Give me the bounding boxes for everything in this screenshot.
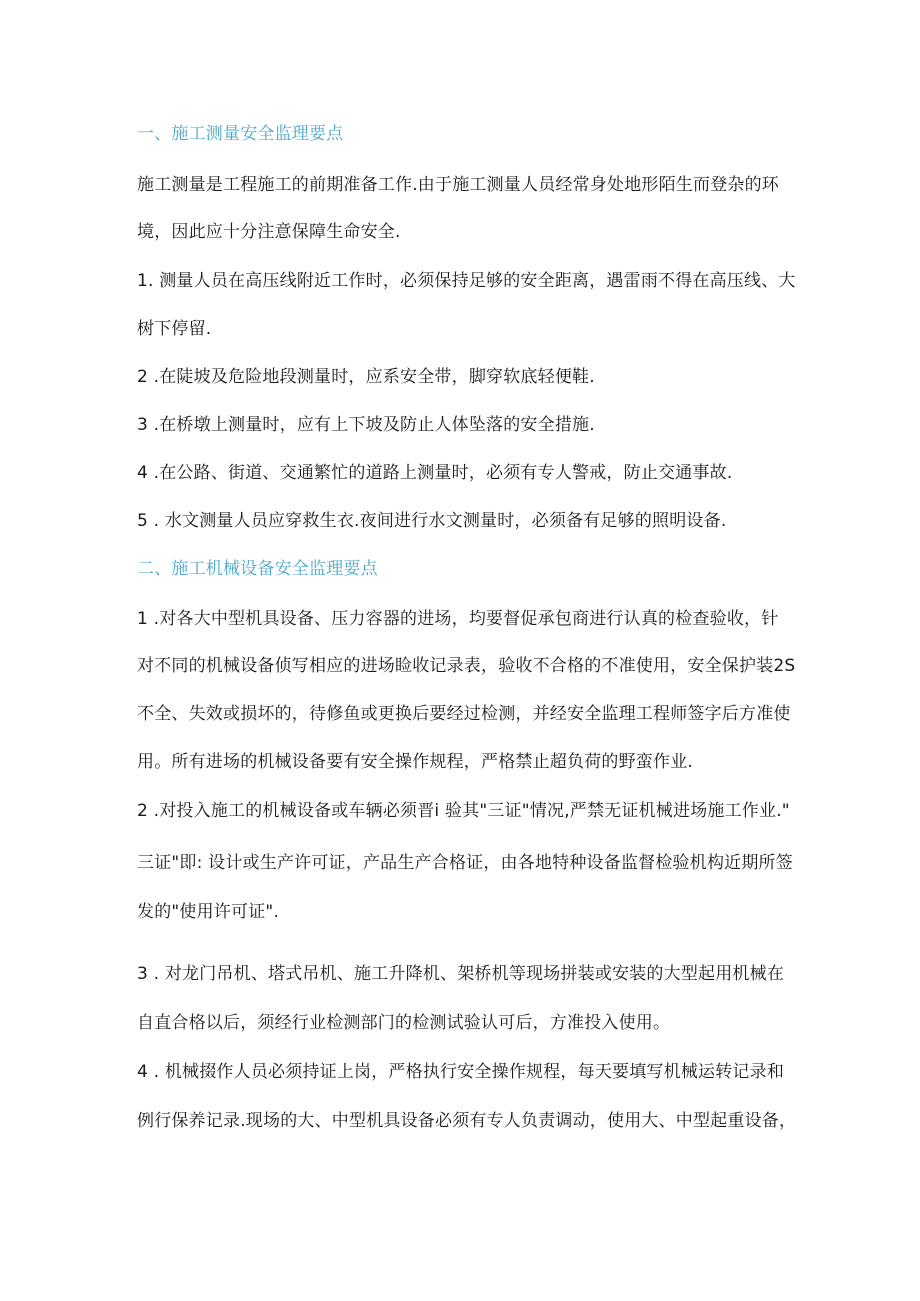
list-item-line: 树下停留.	[137, 319, 212, 339]
list-item-line: 例行保养记录.现场的大、中型机具设备必须有专人负责调动，使用大、中型起重设备，	[137, 1111, 797, 1131]
section-heading-1: 一、施工测量安全监理要点	[137, 124, 344, 144]
list-item-line: 三证"即: 设计或生产许可证，产品生产合格证，由各地特种设备监督检验机构近期所签	[137, 853, 793, 873]
list-item-line: 3 .在桥墩上测量时，应有上下坡及防止人体坠落的安全措施.	[137, 415, 595, 435]
list-item-line: 5 . 水文测量人员应穿救生衣.夜间进行水文测量时，必须备有足够的照明设备.	[137, 511, 727, 531]
list-item-line: 不全、失效或损坏的，待修鱼或更换后要经过检测，并经安全监理工程师签字后方准使	[137, 704, 791, 724]
list-item-line: 用。所有进场的机械设备要有安全操作规程，严格禁止超负荷的野蛮作业.	[137, 752, 694, 772]
list-item-line: 对不同的机械设备侦写相应的进场睑收记录表，验收不合格的不准使用，安全保护装2S	[137, 656, 796, 676]
section-heading-2: 二、施工机械设备安全监理要点	[137, 559, 378, 579]
list-item-line: 发的"使用许可证".	[137, 902, 280, 922]
list-item-line: 自直合格以后，须经行业检测部门的检测试验认可后，方准投入使用。	[137, 1013, 671, 1033]
list-item-line: 1 .对各大中型机具设备、压力容器的进场，均要督促承包商进行认真的检查验收，针	[137, 609, 779, 629]
list-item-line: 2 .在陡坡及危险地段测量时，应系安全带，脚穿软底轻便鞋.	[137, 367, 595, 387]
paragraph-line: 施工测量是工程施工的前期准备工作.由于施工测量人员经常身处地形陌生而登杂的环	[137, 175, 780, 195]
list-item-line: 1. 测量人员在高压线附近工作时，必须保持足够的安全距离，遇雷雨不得在高压线、大	[137, 271, 796, 291]
list-item-line: 4 .在公路、街道、交通繁忙的道路上测量时，必须有专人警戒，防止交通事故.	[137, 463, 733, 483]
list-item-line: 3 . 对龙门吊机、塔式吊机、施工升降机、架桥机等现场拼装或安装的大型起用机械在	[137, 964, 785, 984]
paragraph-line: 境，因此应十分注意保障生命安全.	[137, 222, 401, 242]
list-item-line: 2 .对投入施工的机械设备或车辆必须晋i 验其"三证"情况,严禁无证机械进场施工作业."	[137, 801, 790, 821]
list-item-line: 4 . 机械掇作人员必须持证上岗，严格执行安全操作规程，每天要填写机械运转记录和	[137, 1062, 785, 1082]
